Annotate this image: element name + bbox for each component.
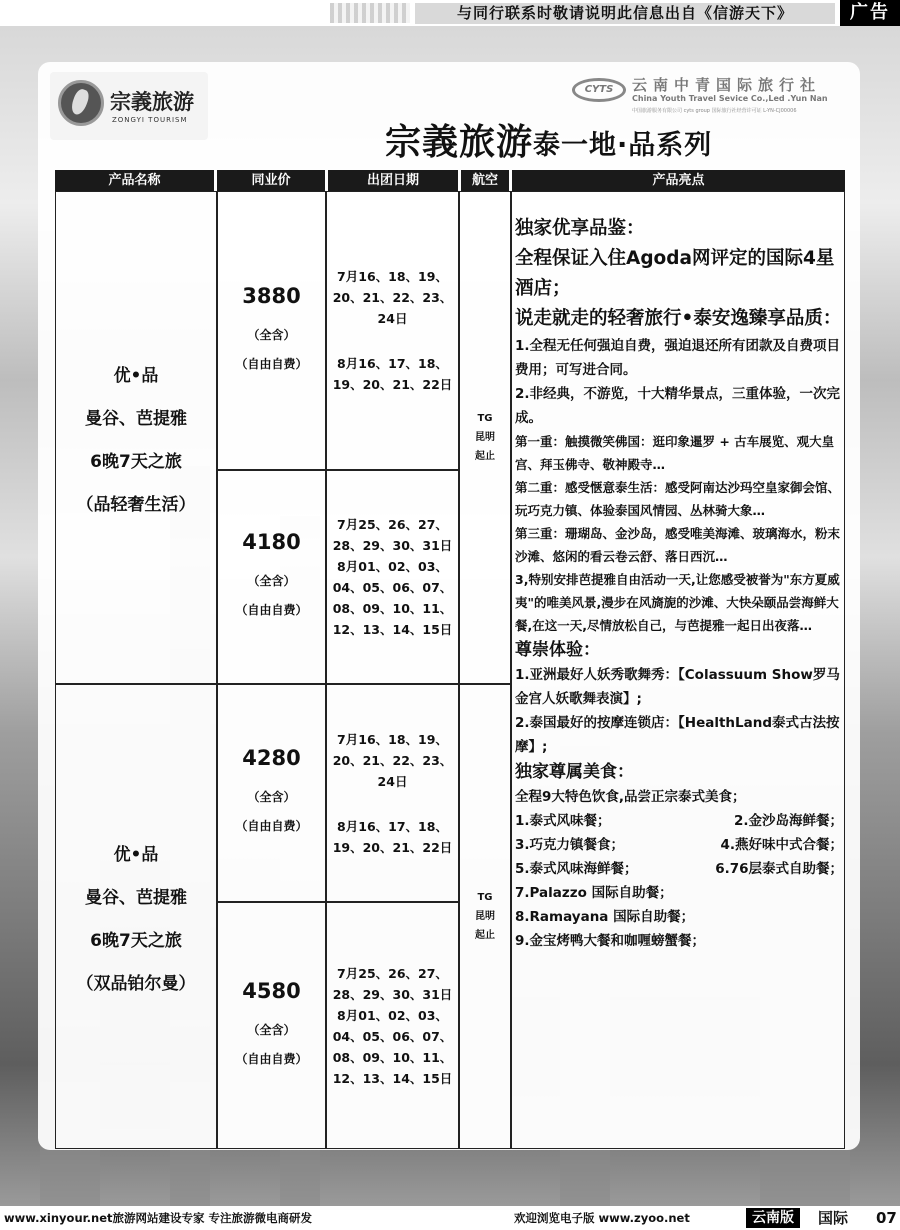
highlights-text	[515, 214, 843, 953]
price-inclusion: （全含）	[247, 327, 296, 342]
header-highlights: 产品亮点	[512, 170, 845, 191]
date-cell	[326, 902, 459, 1149]
product-name-cell	[55, 191, 217, 684]
product-name-line: （品轻奢生活）	[76, 494, 196, 515]
date-group: 8月16、17、18、19、20、21、22日	[332, 356, 453, 392]
product-name-line: 优•品	[113, 844, 159, 865]
price-inclusion: （全含）	[247, 1022, 296, 1037]
cyts-mark: CYTS	[572, 78, 626, 102]
price-cell	[217, 902, 326, 1149]
highlight-point: 2.非经典，不游览，十大精华景点，三重体验，一次完成。	[515, 386, 841, 426]
product-name-line: 曼谷、芭提雅	[85, 408, 187, 429]
airline-code: TG	[477, 413, 493, 424]
premium-item: 2.泰国最好的按摩连锁店：【HealthLand泰式古法按摩】;	[515, 715, 840, 755]
airline-route: 起止	[475, 930, 495, 941]
airline-city: 昆明	[475, 911, 495, 922]
top-banner	[0, 0, 900, 26]
header-price: 同业价	[217, 170, 325, 191]
price-cell	[217, 470, 326, 684]
meal-item: 1.泰式风味餐；	[515, 813, 611, 829]
date-group: 8月16、17、18、19、20、21、22日	[332, 818, 453, 855]
highlight-point: 1.全程无任何强迫自费，强迫退还所有团款及自费项目费用；可写进合同。	[515, 338, 841, 378]
date-group: 7月25、26、27、28、29、30、31日	[332, 517, 453, 553]
exclusive-heading: 独家优享品鉴：	[515, 218, 645, 239]
price-value: 4580	[242, 978, 301, 1003]
footer-bar	[0, 1206, 900, 1230]
date-group: 8月01、02、03、04、05、06、07、08、09、10、11、12、13、14、15日	[332, 1007, 453, 1086]
zongyi-logo	[50, 72, 208, 140]
meal-item: 3.巧克力镇餐食；	[515, 837, 625, 853]
meal-item: 7.Palazzo 国际自助餐；	[515, 885, 673, 901]
header-name: 产品名称	[55, 170, 214, 191]
meal-item: 9.金宝烤鸭大餐和咖喱螃蟹餐；	[515, 933, 706, 949]
agency-name-cn: 云南中青国际旅行社	[632, 76, 822, 94]
highlight-point: 3,特别安排芭提雅自由活动一天,让您感受被誉为"东方夏威夷"的唯美风景,漫步在风旖旎的沙滩、大快朵颐品尝海鲜大餐,在这一天,尽情放松自己，与芭提雅一起日出夜落…	[515, 572, 840, 633]
meal-row	[515, 809, 843, 833]
experience-layer: 第三重：珊瑚岛、金沙岛，感受唯美海滩、玻璃海水，粉末沙滩、悠闲的看云卷云舒、落日西沉…	[515, 526, 841, 564]
product-name-line: 6晚7天之旅	[90, 451, 182, 472]
airline-code: TG	[477, 892, 493, 903]
date-cell	[326, 470, 459, 684]
airline-route: 起止	[475, 451, 495, 462]
price-note: （自由自费）	[235, 1051, 308, 1066]
date-group: 8月01、02、03、04、05、06、07、08、09、10、11、12、13、14、15日	[332, 559, 453, 637]
edition-badge: 云南版	[746, 1208, 800, 1228]
airline-cell	[459, 684, 511, 1149]
price-value: 3880	[242, 283, 301, 308]
top-notice: 与同行联系时敬请说明此信息出自《信游天下》	[415, 3, 835, 24]
price-inclusion: （全含）	[247, 574, 296, 588]
agency-license: 中国旅游服务有限公司 cyts group 国际旅行社经营许可证 L-YN-CJ00006	[632, 108, 797, 114]
date-cell	[326, 684, 459, 902]
title-sub: 泰一地·品系列	[533, 130, 713, 161]
premium-heading: 尊崇体验：	[515, 640, 600, 660]
price-cell	[217, 191, 326, 470]
date-group: 7月16、18、19、20、21、22、23、24日	[332, 731, 453, 789]
airline-cell	[459, 191, 511, 684]
footer-right-text: 欢迎浏览电子版 www.zyoo.net	[514, 1211, 690, 1225]
price-value: 4180	[242, 530, 301, 554]
meal-item: 6.76层泰式自助餐；	[715, 861, 843, 877]
meal-row	[515, 833, 843, 857]
page-number: 07	[876, 1209, 897, 1227]
agency-name-en: China Youth Travel Sevice Co.,Led .Yun Nan	[632, 94, 828, 103]
product-name-cell	[55, 684, 217, 1149]
meal-item: 2.金沙岛海鲜餐；	[733, 813, 843, 829]
food-heading: 独家尊属美食：	[515, 762, 634, 782]
luxury-heading: 说走就走的轻奢旅行•泰安逸臻享品质：	[515, 308, 842, 329]
decorative-checker	[330, 3, 410, 23]
footer-left-text: www.xinyour.net旅游网站建设专家 专注旅游微电商研发	[4, 1211, 313, 1225]
header-dates: 出团日期	[328, 170, 458, 191]
price-inclusion: （全含）	[247, 790, 296, 804]
footprint-logo-icon	[58, 80, 104, 126]
meal-row	[515, 857, 843, 881]
title-main: 宗義旅游	[385, 122, 534, 163]
logo-en: ZONGYI TOURISM	[112, 116, 188, 124]
meal-item: 5.泰式风味海鲜餐；	[515, 861, 638, 877]
product-name-line: （双品铂尔曼）	[76, 973, 196, 994]
airline-city: 昆明	[475, 432, 495, 443]
price-cell	[217, 684, 326, 902]
experience-layer: 第一重：触摸微笑佛国：逛印象暹罗 + 古车展览、观大皇宫、拜玉佛寺、敬神殿寺…	[515, 434, 835, 472]
price-note: （自由自费）	[235, 603, 308, 617]
ad-label: 广告	[840, 0, 900, 26]
meal-item: 4.燕好味中式合餐；	[720, 837, 843, 853]
page-title	[385, 114, 712, 165]
product-name-line: 优•品	[113, 365, 159, 386]
header-airline: 航空	[461, 170, 509, 191]
price-note: （自由自费）	[235, 356, 308, 371]
price-note: （自由自费）	[235, 819, 308, 833]
product-name-line: 曼谷、芭提雅	[85, 887, 187, 908]
meal-item: 8.Ramayana 国际自助餐；	[515, 909, 695, 925]
experience-layer: 第二重：感受惬意泰生活：感受阿南达沙玛空皇家御会馆、玩巧克力镇、体验泰国风情园、丛林骑大象…	[515, 480, 841, 518]
food-intro: 全程9大特色饮食,品尝正宗泰式美食；	[515, 789, 746, 805]
hotel-guarantee: 全程保证入住Agoda网评定的国际4星酒店；	[515, 248, 835, 299]
price-value: 4280	[242, 746, 301, 770]
section-label: 国际	[818, 1209, 849, 1227]
product-name-line: 6晚7天之旅	[90, 930, 182, 951]
logo-name: 宗義旅游	[110, 90, 194, 114]
date-cell	[326, 191, 459, 470]
premium-item: 1.亚洲最好人妖秀歌舞秀：【Colassuum Show罗马金宫人妖歌舞表演】;	[515, 667, 840, 707]
date-group: 7月25、26、27、28、29、30、31日	[332, 965, 453, 1002]
date-group: 7月16、18、19、20、21、22、23、24日	[332, 269, 453, 326]
